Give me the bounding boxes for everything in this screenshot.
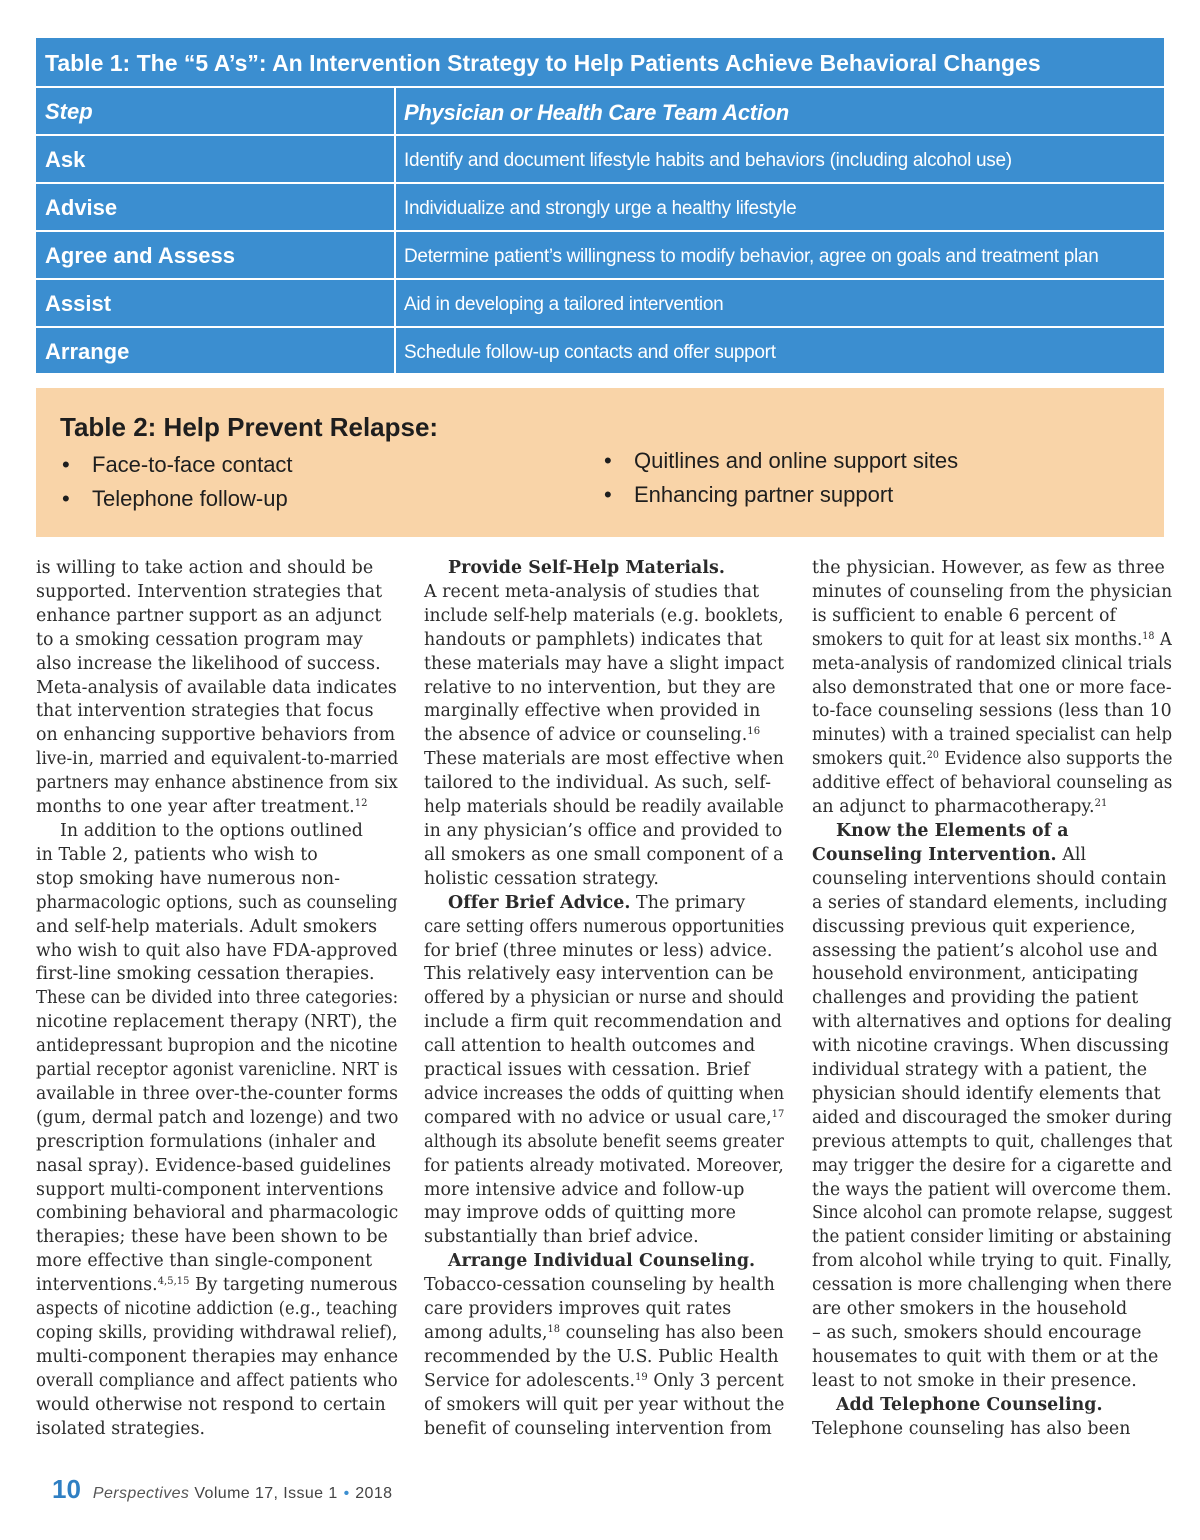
text-line-content: aspects of nicotine addiction (e.g., teaching [36, 1299, 398, 1320]
text-line [812, 844, 1172, 868]
text-line [812, 772, 1173, 796]
text-line [812, 1298, 1172, 1322]
text-line [36, 940, 398, 964]
text-line-content: in Table 2, patients who wish to [36, 844, 318, 865]
text-line [424, 987, 784, 1011]
publication-year: 2018 [355, 1485, 393, 1502]
text-line [36, 1202, 399, 1226]
citation-superscript: 20 [926, 750, 940, 762]
text-line-content: practical issues with cessation. Brief [424, 1060, 750, 1081]
body-column-1 [36, 557, 398, 1442]
text-line-continuation: All [1056, 844, 1087, 865]
table1-header-step: Step [36, 88, 396, 134]
text-line [424, 653, 785, 677]
text-line-content: available in three over-the-counter forms [36, 1083, 399, 1104]
text-line [36, 1370, 398, 1394]
text-line [812, 940, 1172, 964]
text-line [424, 1011, 784, 1035]
text-line-content: of smokers will quit per year without the [424, 1394, 785, 1415]
table-row [36, 184, 1164, 232]
text-line [812, 987, 1172, 1011]
text-line-content: is sufficient to enable 6 percent of [812, 605, 1117, 626]
text-line [812, 677, 1172, 701]
text-line-content: housemates to quit with them or at the [812, 1346, 1159, 1367]
table-cell-step: Arrange [36, 328, 396, 373]
text-line [36, 1322, 398, 1346]
text-line-content: are other smokers in the household [812, 1299, 1128, 1320]
text-line-content: combining behavioral and pharmacologic [36, 1203, 399, 1224]
text-line-content: with nicotine cravings. When discussing [812, 1036, 1170, 1057]
text-line-content: care providers improves quit rates [424, 1299, 732, 1320]
text-line [424, 1155, 784, 1179]
text-line [36, 677, 398, 701]
text-line [424, 1131, 784, 1155]
text-line-content: advice increases the odds of quitting when [424, 1083, 785, 1104]
text-line-continuation: By targeting numerous [189, 1275, 398, 1296]
text-line-content: for patients already motivated. Moreover, [424, 1155, 784, 1176]
text-line [812, 1346, 1172, 1370]
text-line [424, 1083, 785, 1107]
table-row [36, 136, 1164, 184]
text-line [424, 820, 784, 844]
text-line-content: although its absolute benefit seems greater [424, 1131, 784, 1152]
text-line-content: include a firm quit recommendation and [424, 1012, 782, 1033]
list-item-label: Telephone follow-up [92, 486, 288, 511]
text-line [424, 700, 784, 724]
text-line [812, 1035, 1172, 1059]
list-item-label: Enhancing partner support [634, 482, 894, 507]
text-line [424, 605, 784, 629]
table-cell-action: Schedule follow-up contacts and offer support [404, 342, 776, 363]
table-cell-step: Ask [36, 136, 396, 182]
text-line-content: nasal spray). Evidence-based guidelines [36, 1155, 392, 1176]
text-line [424, 1274, 784, 1298]
text-line [36, 1298, 398, 1322]
text-line-content: handouts or pamphlets) indicates that [424, 629, 763, 650]
table-cell-action: Individualize and strongly urge a healthy lifestyle [404, 198, 797, 219]
text-line-content: smokers to quit for at least six months. [812, 629, 1143, 650]
section-heading: Arrange Individual Counseling. [448, 1251, 756, 1272]
text-line [812, 892, 1172, 916]
text-line-content: minutes of counseling from the physician [812, 581, 1173, 602]
text-line [812, 868, 1172, 892]
bullet-icon: • [604, 448, 612, 473]
section-heading: Add Telephone Counseling. [836, 1394, 1103, 1415]
text-line-content: benefit of counseling intervention from [424, 1418, 772, 1439]
text-line-content: stop smoking have numerous non- [36, 868, 341, 889]
text-line-content: that intervention strategies that focus [36, 701, 374, 722]
text-line-content: to-face counseling sessions (less than 10 [812, 701, 1172, 722]
table1-header-row [36, 88, 1164, 136]
text-line-content: may improve odds of quitting more [424, 1203, 736, 1224]
text-line-content: cessation is more challenging when there [812, 1275, 1172, 1296]
text-line-content: include self-help materials (e.g. booklets, [424, 605, 784, 626]
text-line-content: interventions. [36, 1275, 158, 1296]
text-line [36, 748, 399, 772]
text-line [36, 1155, 398, 1179]
text-line [36, 987, 399, 1011]
text-line [424, 629, 784, 653]
text-line-content: these materials may have a slight impact [424, 653, 785, 674]
citation-superscript: 4,5,15 [157, 1276, 190, 1288]
text-line-content: smokers quit. [812, 749, 927, 770]
text-line-content: would otherwise not respond to certain [36, 1394, 386, 1415]
text-line [812, 916, 1172, 940]
text-line-content: nicotine replacement therapy (NRT), the [36, 1012, 398, 1033]
body-column-2 [424, 557, 784, 1442]
text-line [812, 700, 1171, 724]
text-line [812, 653, 1173, 677]
section-heading: Counseling Intervention. [812, 844, 1057, 865]
text-line [36, 557, 398, 581]
text-line-content: Service for adolescents. [424, 1370, 636, 1391]
text-line [424, 557, 784, 581]
text-line [36, 1059, 398, 1083]
text-line-content: with alternatives and options for dealing [812, 1012, 1172, 1033]
text-line-content: Meta-analysis of available data indicates [36, 677, 397, 698]
text-line [812, 1179, 1172, 1203]
text-line [36, 963, 398, 987]
text-line-content: recommended by the U.S. Public Health [424, 1346, 779, 1367]
list-item [62, 482, 293, 516]
text-line-content: household environment, anticipating [812, 964, 1139, 985]
text-line [36, 1035, 398, 1059]
text-line-content: from alcohol while trying to quit. Finally, [812, 1251, 1173, 1272]
text-line [812, 1107, 1173, 1131]
publication-name: Perspectives [92, 1485, 190, 1502]
text-line [424, 1322, 784, 1346]
text-line-content: relative to no intervention, but they are [424, 677, 776, 698]
text-line [812, 1226, 1172, 1250]
list-item [62, 448, 293, 482]
text-line-content: A recent meta-analysis of studies that [424, 581, 760, 602]
text-line [36, 1394, 398, 1418]
text-line [36, 581, 398, 605]
citation-superscript: 18 [547, 1324, 561, 1335]
text-line-content: the ways the patient will overcome them. [812, 1179, 1172, 1200]
text-line-content: enhance partner support as an adjunct [36, 605, 382, 626]
text-line-content: individual strategy with a patient, the [812, 1060, 1148, 1081]
table-cell-step: Agree and Assess [36, 232, 396, 278]
text-line [36, 844, 398, 868]
text-line [36, 629, 398, 653]
text-line-content: in any physician’s office and provided to [424, 820, 783, 841]
text-line [812, 1370, 1172, 1394]
text-line-content: all smokers as one small component of a [424, 844, 784, 865]
list-item-label: Quitlines and online support sites [634, 448, 959, 473]
text-line [812, 1011, 1171, 1035]
text-line [36, 605, 398, 629]
text-line [812, 1083, 1172, 1107]
text-line [424, 940, 784, 964]
table1-title: Table 1: The “5 A’s”: An Intervention Strategy to Help Patients Achieve Behavioral Changes [36, 38, 1164, 88]
text-line [36, 724, 398, 748]
bullet-icon: • [62, 452, 70, 477]
section-heading: Provide Self-Help Materials. [448, 558, 725, 578]
text-line [812, 605, 1172, 629]
text-line [424, 1035, 784, 1059]
text-line [812, 1059, 1172, 1083]
text-line-content: – as such, smokers should encourage [812, 1323, 1142, 1343]
text-line-content: for brief (three minutes or less) advice. [424, 940, 773, 961]
bullet-icon: • [604, 482, 612, 507]
citation-superscript: 21 [1094, 798, 1108, 810]
text-line [36, 1011, 398, 1035]
text-line-content: partners may enhance abstinence from six [36, 773, 398, 794]
text-line-content: support multi-component interventions [36, 1179, 384, 1200]
text-line [36, 772, 398, 796]
text-line [424, 748, 784, 772]
text-line-content: the absence of advice or counseling. [424, 725, 748, 746]
text-line-content: also demonstrated that one or more face- [812, 677, 1172, 698]
issue-volume: Volume 17, Issue 1 [194, 1485, 338, 1502]
page-footer [52, 1474, 392, 1504]
text-line-content: therapies; these have been shown to be [36, 1227, 388, 1248]
text-line-content: These can be divided into three categories: [36, 988, 399, 1009]
text-line-content: coping skills, providing withdrawal relief), [36, 1323, 398, 1343]
text-line-content: isolated strategies. [36, 1418, 206, 1439]
text-line [424, 1418, 784, 1442]
text-line [812, 1394, 1172, 1418]
table2-title: Table 2: Help Prevent Relapse: [60, 412, 439, 442]
text-line [812, 1131, 1173, 1155]
relapse-list-left [62, 448, 293, 516]
text-line-content: supported. Intervention strategies that [36, 581, 383, 602]
text-line [812, 724, 1173, 748]
text-line [812, 557, 1172, 581]
text-line-content: first-line smoking cessation therapies. [36, 964, 375, 985]
text-line [36, 1274, 398, 1298]
text-line [424, 677, 784, 701]
text-line [424, 1202, 784, 1226]
text-line-content: (gum, dermal patch and lozenge) and two [36, 1107, 399, 1128]
text-line-content: Tobacco-cessation counseling by health [424, 1275, 775, 1296]
table1-header-action: Physician or Health Care Team Action [404, 100, 789, 125]
text-line [812, 1202, 1173, 1226]
text-line-content: meta-analysis of randomized clinical trials [812, 653, 1173, 674]
text-line [36, 1131, 398, 1155]
list-item-label: Face-to-face contact [92, 452, 293, 477]
text-line [424, 1298, 784, 1322]
text-line [424, 868, 784, 892]
text-line-content: Since alcohol can promote relapse, suggest [812, 1203, 1173, 1224]
text-line [36, 892, 398, 916]
section-heading: Know the Elements of a [836, 820, 1069, 841]
text-line [36, 868, 398, 892]
text-line-content: holistic cessation strategy. [424, 868, 659, 889]
separator-dot-icon: • [343, 1485, 350, 1502]
text-line [812, 1418, 1172, 1442]
table-cell-step: Assist [36, 280, 396, 326]
text-line [812, 963, 1172, 987]
text-line-continuation: Only 3 percent [647, 1370, 784, 1391]
text-line-content: to a smoking cessation program may [36, 629, 363, 650]
text-line [424, 1059, 784, 1083]
text-line [424, 1250, 784, 1274]
text-line-content: the physician. However, as few as three [812, 558, 1165, 578]
table-cell-action: Aid in developing a tailored intervention [404, 294, 724, 315]
text-line-content: aided and discouraged the smoker during [812, 1107, 1173, 1128]
relapse-list-right [604, 444, 958, 512]
text-line-content: previous attempts to quit, challenges that [812, 1131, 1173, 1152]
text-line-content: prescription formulations (inhaler and [36, 1131, 377, 1152]
list-item [604, 444, 958, 478]
text-line-content: an adjunct to pharmacotherapy. [812, 797, 1095, 818]
text-line-content: the patient consider limiting or abstaining [812, 1227, 1172, 1248]
text-line-content: compared with no advice or usual care, [424, 1107, 772, 1128]
table-cell-step: Advise [36, 184, 396, 230]
text-line-content: antidepressant bupropion and the nicotine [36, 1036, 398, 1057]
text-line [424, 844, 784, 868]
table-row [36, 280, 1164, 328]
text-line [36, 796, 398, 820]
text-line [424, 892, 784, 916]
text-line-content: These materials are most effective when [424, 749, 785, 770]
text-line-content: among adults, [424, 1323, 548, 1343]
text-line [424, 1346, 784, 1370]
text-line [812, 629, 1172, 653]
text-line-content: offered by a physician or nurse and should [424, 988, 784, 1009]
text-line-continuation: A [1154, 629, 1172, 650]
text-line-content: additive effect of behavioral counseling as [812, 773, 1173, 794]
list-item [604, 478, 958, 512]
text-line [36, 916, 398, 940]
table-row [36, 328, 1164, 373]
text-line [812, 1155, 1173, 1179]
text-line [36, 1226, 398, 1250]
text-line-content: months to one year after treatment. [36, 797, 355, 818]
text-line-content: pharmacologic options, such as counseling [36, 892, 398, 913]
text-line-continuation: counseling has also been [560, 1323, 784, 1343]
text-line-content: and self-help materials. Adult smokers [36, 916, 378, 937]
text-line [424, 1226, 784, 1250]
table-relapse-box [36, 388, 1164, 537]
text-line [424, 796, 784, 820]
table-cell-action: Identify and document lifestyle habits and behaviors (including alcohol use) [404, 150, 1012, 171]
text-line-content: minutes) with a trained specialist can help [812, 725, 1173, 746]
text-line [36, 1250, 398, 1274]
text-line [424, 1394, 785, 1418]
citation-superscript: 16 [747, 726, 761, 738]
text-line-content: on enhancing supportive behaviors from [36, 725, 396, 746]
text-line [36, 1179, 398, 1203]
table-5as [36, 38, 1164, 373]
text-line-content: physician should identify elements that [812, 1083, 1161, 1104]
table-cell-action: Determine patient’s willingness to modify behavior, agree on goals and treatment plan [404, 246, 1099, 267]
text-line [36, 1418, 398, 1442]
section-heading: Offer Brief Advice. [448, 892, 631, 913]
text-line-content: counseling interventions should contain [812, 868, 1167, 889]
text-line-content: This relatively easy intervention can be [424, 964, 774, 985]
text-line [424, 963, 784, 987]
text-line [36, 1083, 399, 1107]
text-line [36, 700, 398, 724]
citation-superscript: 19 [635, 1371, 648, 1383]
text-line [424, 1370, 784, 1394]
text-line-content: call attention to health outcomes and [424, 1036, 756, 1057]
text-line [812, 1322, 1172, 1346]
text-line [36, 1107, 399, 1131]
text-line [36, 1346, 398, 1370]
text-line-content: tailored to the individual. As such, self- [424, 773, 772, 794]
text-line [36, 820, 398, 844]
text-line-content: least to not smoke in their presence. [812, 1370, 1137, 1391]
text-line [812, 796, 1172, 820]
text-line-content: In addition to the options outlined [60, 820, 363, 841]
text-line [812, 1274, 1172, 1298]
text-line-content: Telephone counseling has also been [812, 1418, 1131, 1439]
body-column-3 [812, 557, 1172, 1442]
citation-superscript: 17 [771, 1108, 785, 1120]
text-line [812, 748, 1173, 772]
citation-superscript: 12 [354, 798, 368, 810]
text-line-content: more intensive advice and follow-up [424, 1179, 745, 1200]
text-line-content: who wish to quit also have FDA-approved [36, 940, 398, 961]
text-line-continuation: Evidence also supports the [939, 749, 1173, 770]
text-line-content: also increase the likelihood of success. [36, 653, 381, 674]
text-line [424, 1107, 785, 1131]
text-line-content: marginally effective when provided in [424, 701, 761, 722]
text-line-content: help materials should be readily available [424, 797, 784, 818]
text-line [812, 820, 1172, 844]
text-line-content: care setting offers numerous opportunities [424, 916, 785, 937]
citation-superscript: 18 [1142, 630, 1155, 642]
page-number: 10 [52, 1474, 81, 1504]
text-line-content: multi-component therapies may enhance [36, 1346, 399, 1367]
text-line-content: partial receptor agonist varenicline. NRT is [36, 1060, 398, 1081]
text-line [424, 581, 784, 605]
text-line-content: live-in, married and equivalent-to-married [36, 749, 399, 770]
text-line-content: may trigger the desire for a cigarette and [812, 1155, 1173, 1176]
bullet-icon: • [62, 486, 70, 511]
text-line-continuation: The primary [630, 892, 746, 913]
text-line-content: overall compliance and affect patients who [36, 1370, 398, 1391]
text-line-content: challenges and providing the patient [812, 988, 1139, 1009]
text-line [812, 1250, 1173, 1274]
text-line-content: more effective than single-component [36, 1251, 373, 1272]
text-line [424, 724, 784, 748]
text-line-content: discussing previous quit experience, [812, 916, 1136, 937]
text-line-content: substantially than brief advice. [424, 1227, 699, 1248]
text-line [424, 916, 785, 940]
text-line-content: a series of standard elements, including [812, 892, 1168, 913]
text-line-content: is willing to take action and should be [36, 558, 374, 578]
text-line [424, 772, 784, 796]
text-line [424, 1179, 784, 1203]
text-line-content: assessing the patient’s alcohol use and [812, 940, 1158, 961]
table-row [36, 232, 1164, 280]
text-line [812, 581, 1173, 605]
text-line [36, 653, 398, 677]
